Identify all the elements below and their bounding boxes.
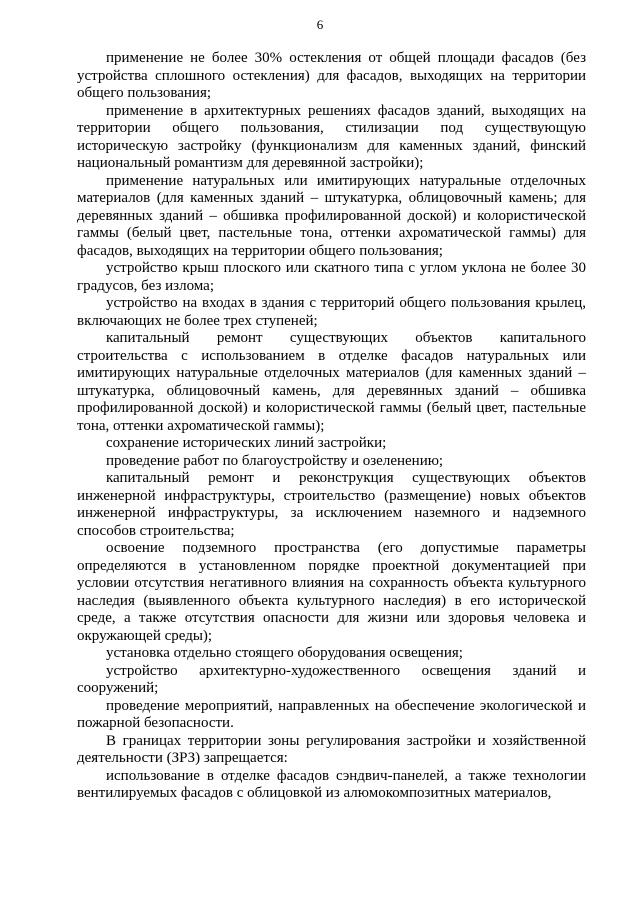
paragraph-2: применение в архитектурных решениях фасадов зданий, выходящих на территории общего пользования, стилизации под существующую историческую застройку (функционализм для каменных зданий, финский национальный романтизм для деревянной застройки); — [77, 102, 586, 171]
paragraph-6: капитальный ремонт существующих объектов капитального строительства с использованием в отделке фасадов натуральных или имитирующих натуральные отделочных материалов (для каменных зданий – штукатурка, облицовочный камень, для деревянных зданий – обшивка профилированной доской) и колористической гаммы (белый цвет, пастельные тона, оттенки ахроматической гаммы); — [77, 330, 586, 434]
paragraph-5: устройство на входах в здания с территорий общего пользования крылец, включающих не более трех ступеней; — [77, 295, 586, 329]
paragraph-8: проведение работ по благоустройству и озеленению; — [106, 452, 444, 469]
paragraph-13: проведение мероприятий, направленных на обеспечение экологической и пожарной безопасности. — [77, 697, 586, 731]
page-number: 6 — [316, 17, 324, 32]
paragraph-4: устройство крыш плоского или скатного типа с углом уклона не более 30 градусов, без излома; — [77, 260, 586, 294]
paragraph-12: устройство архитектурно-художественного освещения зданий и сооружений; — [77, 662, 586, 696]
paragraph-15: использование в отделке фасадов сэндвич-панелей, а также технологии вентилируемых фасадов с облицовкой из алюмокомпозитных материалов, — [77, 767, 586, 801]
paragraph-3: применение натуральных или имитирующих натуральные отделочных материалов (для каменных зданий – штукатурка, облицовочный камень; для деревянных зданий – обшивка профилированной доской) и колористической гаммы (белый цвет, пастельные тона, оттенки ахроматической гаммы) для фасадов, выходящих на территории общего пользования; — [77, 172, 586, 259]
paragraph-14: В границах территории зоны регулирования застройки и хозяйственной деятельности (ЗРЗ) запрещается: — [77, 732, 586, 766]
paragraph-1: применение не более 30% остекления от общей площади фасадов (без устройства сплошного остекления) для фасадов, выходящих на территории общего пользования; — [77, 50, 586, 101]
paragraph-9: капитальный ремонт и реконструкция существующих объектов инженерной инфраструктуры, строительство (размещение) новых объектов инженерной инфраструктуры, за исключением наземного и надземного способов строительства; — [77, 470, 586, 539]
paragraph-11: установка отдельно стоящего оборудования освещения; — [106, 645, 463, 661]
paragraph-10: освоение подземного пространства (его допустимые параметры определяются в установленном порядке проектной документацией при условии отсутствия негативного влияния на сохранность объекта культурного наследия (выявленного объекта культурного наследия) в его исторической среде, а также отсутствия опасности для жизни или здоровья человека и окружающей среды); — [77, 540, 586, 644]
paragraph-7: сохранение исторических линий застройки; — [106, 435, 387, 451]
document-body — [77, 50, 586, 803]
